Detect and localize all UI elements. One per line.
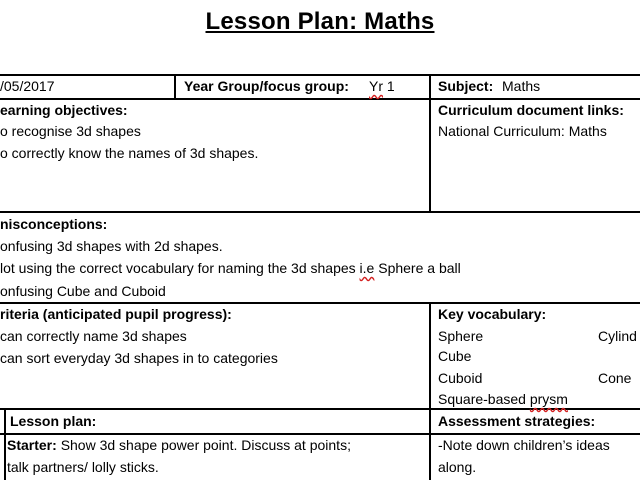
column-divider-right-lower — [429, 302, 431, 480]
assessment-line-1: -Note down children’s ideas — [438, 437, 610, 453]
vocabulary-word-cone: Cone — [598, 370, 632, 386]
assessment-heading: Assessment strategies: — [438, 413, 596, 429]
lesson-starter-label: Starter: — [7, 437, 57, 453]
misconception-item-1: onfusing 3d shapes with 2d shapes. — [0, 238, 223, 254]
objective-item-2: o correctly know the names of 3d shapes. — [0, 145, 259, 161]
table-divider-objectives — [0, 211, 640, 213]
vocabulary-word-cube: Cube — [438, 348, 472, 364]
vocabulary-word-square-based: Square-based — [438, 391, 526, 407]
column-divider-lesson-left — [4, 408, 6, 480]
vocabulary-word-cuboid: Cuboid — [438, 370, 483, 386]
curriculum-value: National Curriculum: Maths — [438, 123, 607, 139]
misconceptions-heading: nisconceptions: — [0, 216, 108, 232]
page-title: Lesson Plan: Maths — [205, 8, 435, 35]
criteria-heading: riteria (anticipated pupil progress): — [0, 306, 232, 322]
objective-item-1: o recognise 3d shapes — [0, 123, 141, 139]
vocabulary-heading: Key vocabulary: — [438, 306, 547, 322]
misconception-item-2-ie: i.e — [359, 260, 375, 276]
criteria-item-2: can sort everyday 3d shapes in to categories — [0, 350, 278, 366]
column-divider-left — [174, 74, 176, 99]
subject-label: Subject: — [438, 78, 494, 94]
subject-value: Maths — [502, 78, 541, 94]
column-divider-right-upper — [429, 74, 431, 212]
date-value: /05/2017 — [0, 78, 55, 94]
criteria-item-1: can correctly name 3d shapes — [0, 328, 187, 344]
misconception-item-2-tail: Sphere a ball — [378, 260, 461, 276]
year-group-value — [369, 76, 395, 96]
misconception-item-2-text: lot using the correct vocabulary for naming the 3d shapes — [0, 260, 356, 276]
vocabulary-word-cylinder: Cylind — [598, 328, 637, 344]
vocabulary-word-sphere: Sphere — [438, 328, 484, 344]
assessment-line-2: along. — [438, 459, 477, 475]
year-group-label: Year Group/focus group: — [184, 78, 349, 94]
lesson-starter-line-1 — [7, 435, 351, 455]
year-group-value-text: Yr — [369, 78, 383, 94]
curriculum-heading: Curriculum document links: — [438, 102, 624, 118]
misconception-item-3: onfusing Cube and Cuboid — [0, 283, 166, 299]
vocabulary-word-square-based-prism — [438, 389, 568, 409]
year-group-value-suffix: 1 — [386, 78, 395, 94]
lesson-starter-line-2: talk partners/ lolly sticks. — [7, 459, 159, 475]
misconception-item-2 — [0, 258, 461, 278]
lesson-starter-text: Show 3d shape power point. Discuss at points; — [60, 437, 351, 453]
objectives-heading: earning objectives: — [0, 102, 128, 118]
lesson-plan-heading: Lesson plan: — [10, 413, 97, 429]
vocabulary-word-prysm: prysm — [529, 391, 568, 407]
